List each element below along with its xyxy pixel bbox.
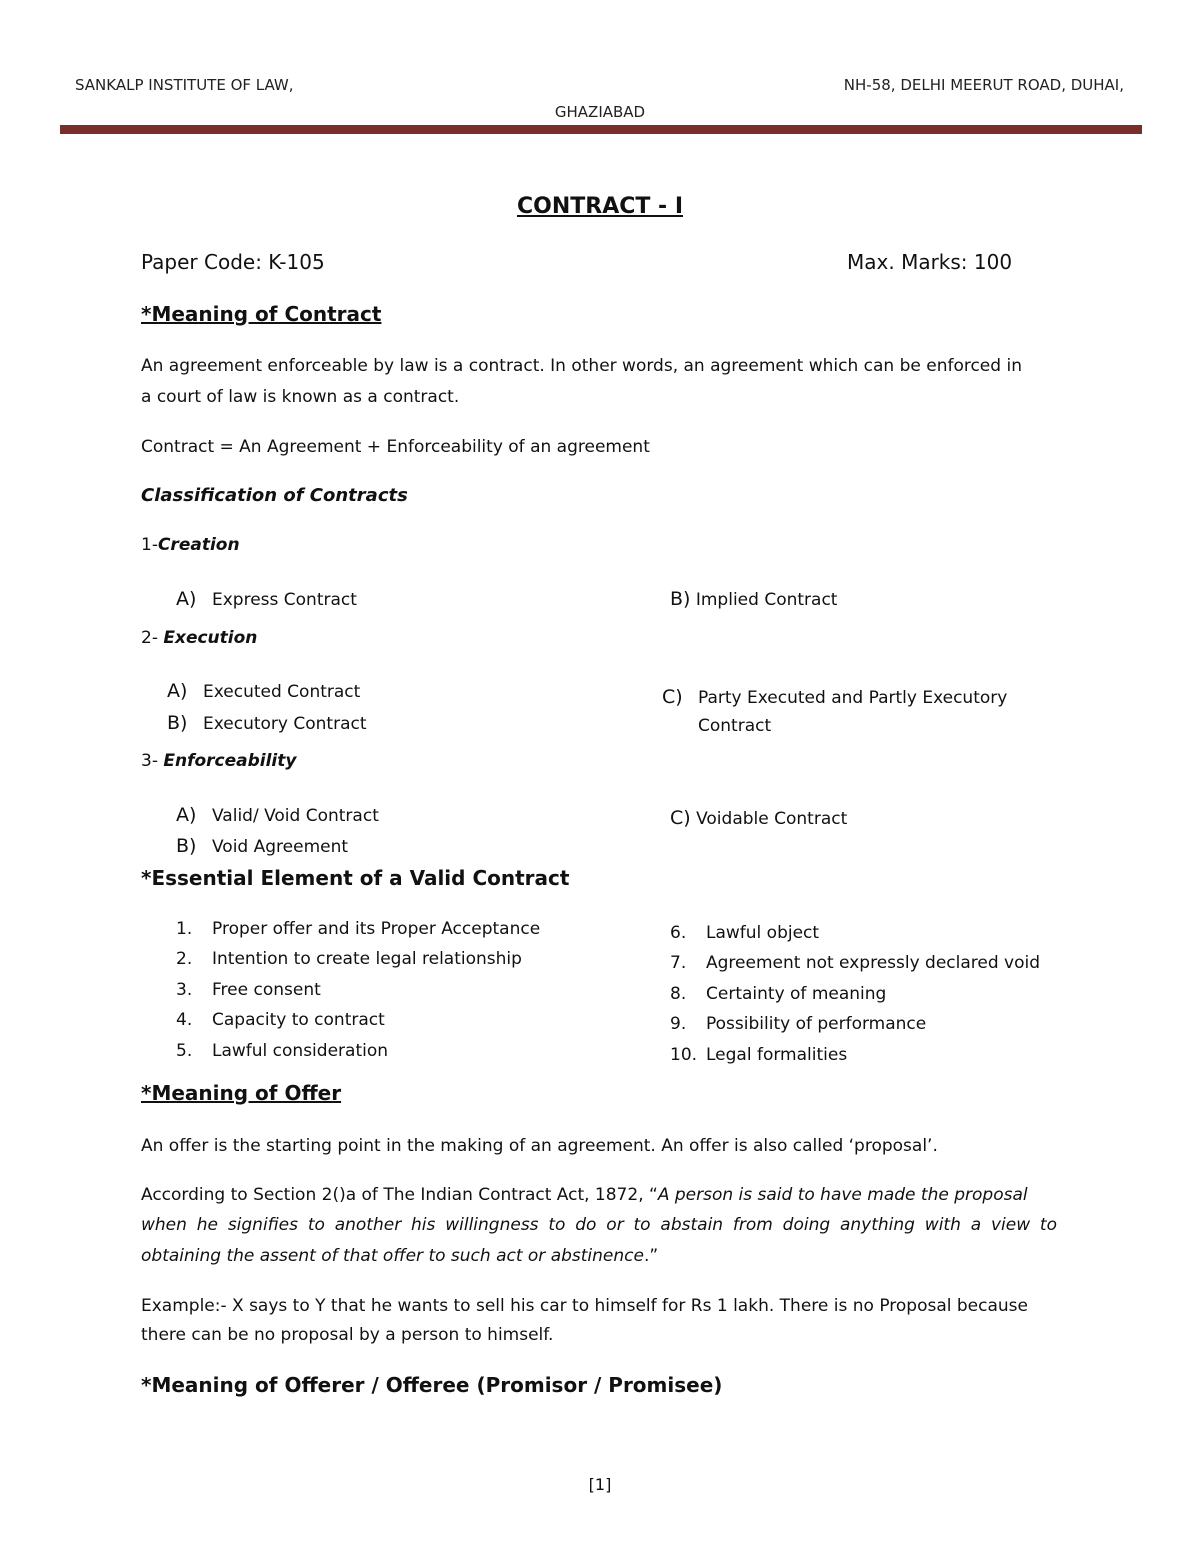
paper-code: Paper Code: K-105 [141,250,325,274]
section-2a-line2: when he signifies to another his willingness to do or to abstain from doing anything with a view to [141,1215,1057,1235]
execution-item-c: C) Party Executed and Partly Executory [662,686,1008,708]
essential-item: 3. Free consent [176,980,321,1000]
essential-item: 2. Intention to create legal relationship [176,949,522,969]
contract-definition-line2: a court of law is known as a contract. [141,387,460,407]
execution-item-c-continued: Contract [698,716,772,736]
essential-item: 10. Legal formalities [670,1045,848,1065]
essential-item: 1. Proper offer and its Proper Acceptance [176,919,541,939]
subheading-creation: 1-Creation [141,535,240,555]
heading-classification: Classification of Contracts [141,485,408,506]
page-number: [1] [588,1475,612,1494]
essential-item: 9. Possibility of performance [670,1014,927,1034]
creation-item-b: B) Implied Contract [670,588,838,610]
essential-item: 6. Lawful object [670,923,820,943]
execution-item-a: A) Executed Contract [167,680,361,702]
section-2a-line3: obtaining the assent of that offer to such act or abstinence.” [141,1246,659,1266]
heading-meaning-of-contract: *Meaning of Contract [141,302,382,326]
subheading-execution: 2- Execution [141,628,258,648]
heading-meaning-of-offerer: *Meaning of Offerer / Offeree (Promisor / Promisee) [141,1373,723,1397]
section-2a-line1: According to Section 2()a of The Indian Contract Act, 1872, “A person is said to have made the proposal [141,1185,1028,1205]
heading-essential-elements: *Essential Element of a Valid Contract [141,866,570,890]
enforceability-item-b: B) Void Agreement [176,835,349,857]
creation-item-a: A) Express Contract [176,588,357,610]
header-address: NH-58, DELHI MEERUT ROAD, DUHAI, [843,76,1124,94]
essential-item: 8. Certainty of meaning [670,984,887,1004]
contract-formula: Contract = An Agreement + Enforceability of an agreement [141,437,650,457]
header-institute: SANKALP INSTITUTE OF LAW, [75,76,294,94]
max-marks: Max. Marks: 100 [847,250,1013,274]
contract-definition-line1: An agreement enforceable by law is a contract. In other words, an agreement which can be enforced in [141,356,1022,376]
heading-meaning-of-offer: *Meaning of Offer [141,1081,342,1105]
essential-item: 4. Capacity to contract [176,1010,385,1030]
header-city: GHAZIABAD [554,103,646,121]
execution-item-b: B) Executory Contract [167,712,367,734]
enforceability-item-c: C) Voidable Contract [670,807,848,829]
offer-definition: An offer is the starting point in the making of an agreement. An offer is also called ‘proposal’. [141,1136,938,1156]
subheading-enforceability: 3- Enforceability [141,751,297,771]
header-divider [60,125,1142,134]
enforceability-item-a: A) Valid/ Void Contract [176,804,379,826]
essential-item: 5. Lawful consideration [176,1041,389,1061]
offer-example-line1: Example:- X says to Y that he wants to sell his car to himself for Rs 1 lakh. There is no Proposal because [141,1296,1028,1316]
document-title: CONTRACT - I [516,194,684,219]
offer-example-line2: there can be no proposal by a person to himself. [141,1325,554,1345]
essential-item: 7. Agreement not expressly declared void [670,953,1041,973]
